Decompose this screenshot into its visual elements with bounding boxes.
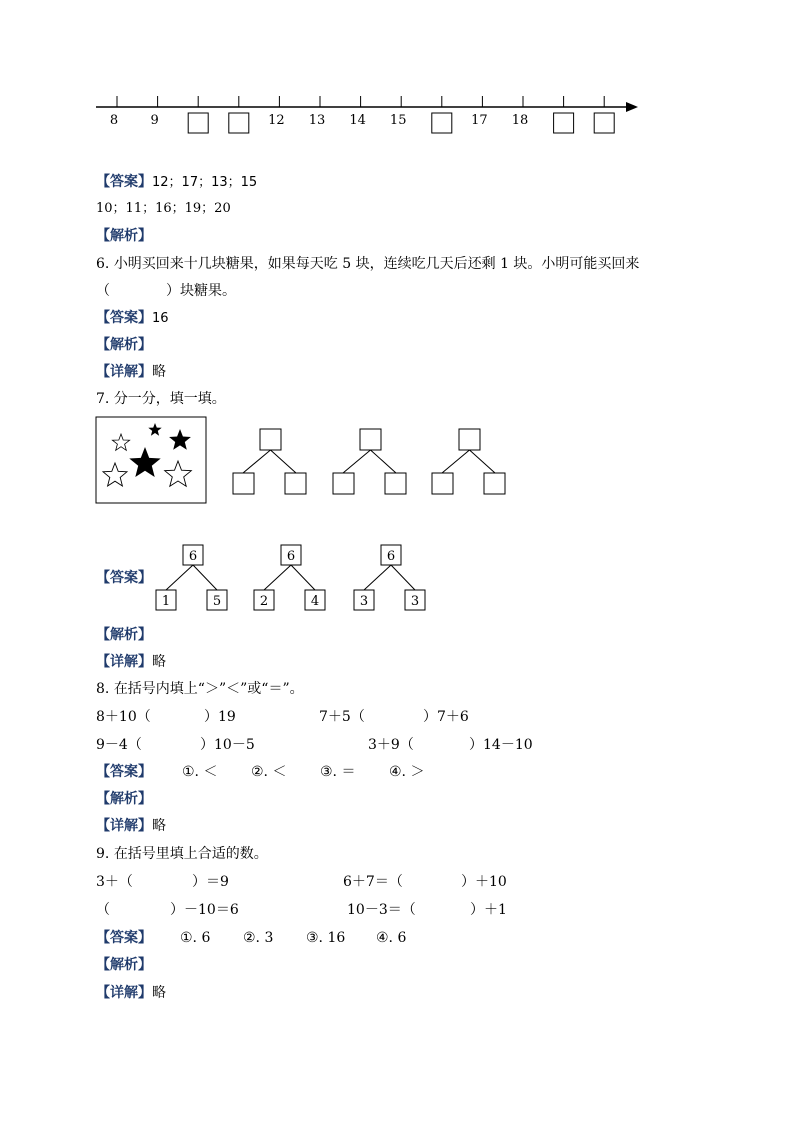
answer-trees	[0, 540, 794, 615]
detail-label: 详解	[110, 364, 138, 380]
detail-label: 详解	[110, 985, 138, 1001]
tree-branch	[264, 565, 291, 590]
q5-answer: 12；17；13；15	[152, 175, 258, 190]
q9-expr-4b: ）＋1	[470, 902, 507, 918]
answer-label: 答案	[110, 764, 138, 780]
q6-text: 小明买回来十几块糖果，如果每天吃 5 块，连续吃几天后还剩 1 块。小明可能买回来	[113, 256, 640, 272]
q8-expr-1a: 8＋10（	[96, 709, 151, 725]
q9-answer-2: ②. 3	[243, 930, 274, 946]
q8-analysis: 【解析】	[96, 791, 152, 807]
number-line-blank-box	[554, 113, 574, 133]
tree-right-value: 3	[410, 594, 420, 609]
detail-label: 详解	[110, 818, 138, 834]
q9-expr-2b: ）＋10	[461, 874, 507, 890]
analysis-label: 解析	[110, 957, 138, 973]
tree-left-value: 3	[359, 594, 369, 609]
q8-answer-2: ②. ＜	[251, 764, 287, 780]
q9-answer-4: ④. 6	[376, 930, 407, 946]
detail-text: 略	[152, 818, 166, 834]
number-line-blank-box	[188, 113, 208, 133]
tree-right-value: 5	[212, 594, 222, 609]
tree-top-value: 6	[188, 549, 198, 564]
q8-number: 8.	[96, 681, 110, 697]
q9-detail: 【详解】略	[96, 985, 166, 1001]
tree-right-value: 4	[310, 594, 320, 609]
q7-detail: 【详解】略	[96, 654, 166, 670]
tree-branch	[193, 565, 217, 590]
q9-expr-3b: ）－10＝6	[170, 902, 239, 918]
analysis-label: 解析	[110, 228, 138, 244]
number-line-label: 17	[471, 113, 488, 128]
q8-expr-4a: 3＋9（	[368, 737, 414, 753]
q9-number: 9.	[96, 846, 110, 862]
number-line-label: 9	[150, 113, 159, 128]
q6-question	[96, 256, 639, 272]
number-line-blank-box	[229, 113, 249, 133]
q7-number: 7.	[96, 391, 110, 407]
answer-label: 答案	[110, 174, 138, 190]
number-line-arrow	[626, 102, 638, 112]
q7-analysis: 【解析】	[96, 627, 152, 643]
tree-top-value: 6	[386, 549, 396, 564]
answer-label: 答案	[110, 310, 138, 326]
tree-top-value: 6	[286, 549, 296, 564]
analysis-label: 解析	[110, 337, 138, 353]
number-line-label: 15	[389, 113, 407, 128]
empty-trees	[0, 420, 794, 510]
answer-label: 答案	[110, 930, 138, 946]
q8-answer-3: ③. ＝	[320, 764, 356, 780]
q8-answer-line: 【答案】	[96, 764, 152, 780]
q5-answer-continued: 10；11；16；19；20	[96, 201, 231, 216]
number-line-blank-box	[432, 113, 452, 133]
analysis-label: 解析	[110, 791, 138, 807]
tree-branch	[391, 565, 415, 590]
analysis-label: 解析	[110, 627, 138, 643]
q8-detail: 【详解】略	[96, 818, 166, 834]
q8-text: 在括号内填上“＞”＜”或“＝”。	[113, 681, 304, 697]
q8-expr-4b: ）14－10	[469, 737, 533, 753]
q5-answer-line: 【答案】12；17；13；15	[96, 174, 258, 190]
q6-analysis: 【解析】	[96, 337, 152, 353]
detail-label: 详解	[110, 654, 138, 670]
number-line-label: 14	[349, 113, 366, 128]
q9-answer-3: ③. 16	[306, 930, 346, 946]
q6-question-continued: （ ）块糖果。	[96, 283, 236, 299]
q9-expr-4a: 10－3＝（	[347, 902, 416, 918]
q8-question	[96, 681, 304, 697]
q9-expr-3a: （	[96, 902, 110, 918]
q8-expr-3a: 9－4（	[96, 737, 142, 753]
empty-tree-2	[333, 429, 406, 494]
q9-expr-1b: ）＝9	[192, 874, 229, 890]
q8-expr-2b: ）7＋6	[423, 709, 469, 725]
q6-answer: 16	[152, 311, 169, 326]
tree-left-value: 2	[259, 594, 269, 609]
q8-expr-3b: ）10－5	[200, 737, 255, 753]
number-line-label: 13	[308, 113, 326, 128]
answer-label: 答案	[110, 570, 138, 586]
q7-text: 分一分，填一填。	[113, 391, 226, 407]
number-line-blank-box	[594, 113, 614, 133]
q8-answer-4: ④. ＞	[389, 764, 425, 780]
tree-branch	[291, 565, 315, 590]
number-line-label: 12	[268, 113, 285, 128]
q9-answer-1: ①. 6	[180, 930, 211, 946]
q5-analysis: 【解析】	[96, 228, 152, 244]
empty-tree-1	[233, 429, 306, 494]
tree-left-value: 1	[161, 594, 171, 609]
q6-number: 6.	[96, 256, 110, 272]
q9-answer-line: 【答案】	[96, 930, 152, 946]
empty-tree-3	[432, 429, 505, 494]
q6-answer-line: 【答案】16	[96, 310, 169, 326]
q9-text: 在括号里填上合适的数。	[113, 846, 268, 862]
q7-question	[96, 391, 226, 407]
q6-detail: 【详解】略	[96, 364, 166, 380]
q9-expr-2a: 6＋7＝（	[343, 874, 403, 890]
q8-answer-1: ①. ＜	[182, 764, 218, 780]
number-line-label: 8	[109, 113, 119, 128]
detail-text: 略	[152, 654, 166, 670]
q9-question	[96, 846, 268, 862]
number-line-label: 18	[511, 113, 529, 128]
q9-analysis: 【解析】	[96, 957, 152, 973]
number-line	[0, 0, 794, 140]
tree-branch	[364, 565, 391, 590]
q7-answer-line: 【答案】	[96, 570, 152, 586]
detail-text: 略	[152, 364, 166, 380]
detail-text: 略	[152, 985, 166, 1001]
q8-expr-1b: ）19	[204, 709, 236, 725]
tree-branch	[166, 565, 193, 590]
q9-expr-1a: 3＋（	[96, 874, 133, 890]
q8-expr-2a: 7＋5（	[319, 709, 365, 725]
